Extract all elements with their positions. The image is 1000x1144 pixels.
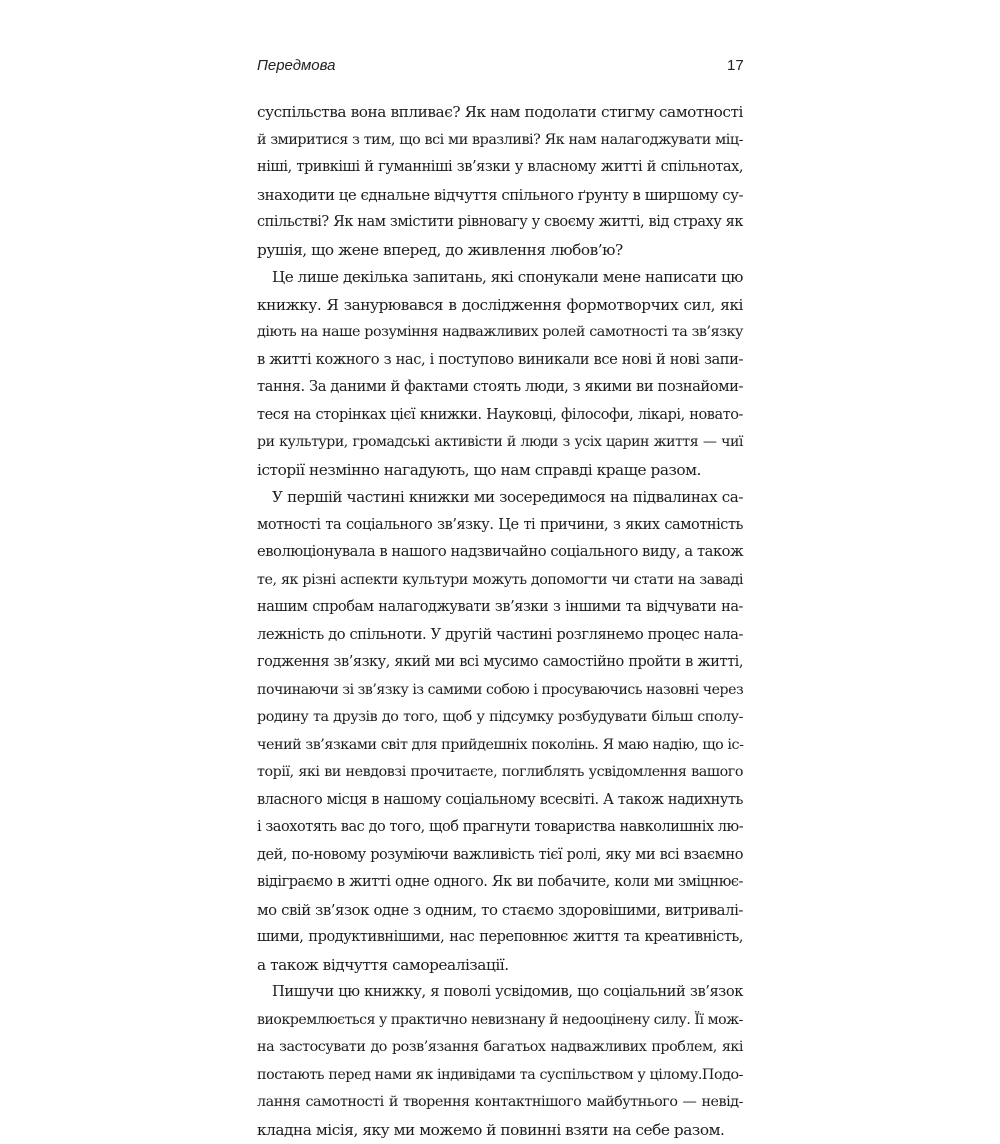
text-line: постають перед нами як індивідами та суспільством у цілому.Подо- bbox=[257, 1066, 743, 1083]
text-line: а також відчуття самореалізації. bbox=[257, 955, 509, 974]
text-line: чений зв’язками світ для прийдешніх поколінь. Я маю надію, що іс- bbox=[257, 736, 744, 753]
text-line: дей, по-новому розуміючи важливість тієї ролі, яку ми всі взаємно bbox=[257, 846, 743, 863]
text-line: спільстві? Як нам змістити рівновагу у своєму житті, від страху як bbox=[257, 214, 743, 230]
text-line: на застосувати до розв’язання багатьох надважливих проблем, які bbox=[257, 1039, 743, 1055]
text-line: еволюціонувала в нашого надзвичайно соціального виду, а також bbox=[257, 543, 744, 560]
text-line: нашим спробам налагоджувати зв’язки з іншими та відчувати на- bbox=[257, 599, 743, 615]
text-line: суспільства вона впливає? Як нам подолати стигму самотності bbox=[257, 103, 743, 121]
text-line: мотності та соціального зв’язку. Це ті причини, з яких самотність bbox=[257, 516, 743, 533]
text-line: відіграємо в житті одне одного. Як ви побачите, коли ми зміцнює- bbox=[257, 874, 743, 890]
text-line: мо свій зв’язок одне з одним, то стаємо здоровішими, витривалі- bbox=[257, 900, 743, 919]
text-line: виокремлюється у практично невизнану й недооцінену силу. Її мож- bbox=[257, 1011, 743, 1028]
text-line: шими, продуктивнішими, нас переповнює життя та креативність, bbox=[257, 929, 743, 945]
text-line: в житті кожного з нас, і поступово виникали все нові й нові запи- bbox=[257, 350, 743, 368]
text-line: Пишучи цю книжку, я поволі усвідомив, що соціальний зв’язок bbox=[272, 983, 743, 1000]
text-line: і заохотять вас до того, щоб прагнути товариства навколишніх лю- bbox=[257, 819, 744, 835]
text-line: діють на наше розуміння надважливих ролей самотності та зв’язку bbox=[257, 324, 743, 340]
text-line: починаючи зі зв’язку із самими собою і просуваючись назовні через bbox=[257, 681, 744, 698]
text-line: годження зв’язку, який ми всі мусимо самостійно пройти в житті, bbox=[257, 654, 743, 670]
text-line: й змиритися з тим, що всі ми вразливі? Як нам налагоджувати міц- bbox=[257, 131, 743, 148]
text-line: знаходити це єднальне відчуття спільного ґрунту в ширшому су- bbox=[257, 185, 744, 204]
page-number: 17 bbox=[727, 57, 744, 74]
text-line: торії, які ви невдовзі прочитаєте, поглиблять усвідомлення вашого bbox=[257, 764, 743, 780]
text-line: книжку. Я занурювався в дослідження формотворчих сил, які bbox=[257, 295, 743, 314]
text-line: історії незмінно нагадують, що нам справді краще разом. bbox=[257, 460, 702, 479]
text-line: рушія, що жене вперед, до живлення любов’ю? bbox=[257, 240, 623, 259]
text-line: власного місця в нашому соціальному всесвіті. А також надихнуть bbox=[257, 791, 743, 808]
text-line: ніші, тривкіші й гуманніші зв’язки у власному житті й спільнотах, bbox=[257, 159, 743, 175]
text-line: кладна місія, яку ми можемо й повинні взяти на себе разом. bbox=[257, 1120, 725, 1139]
text-line: теся на сторінках цієї книжки. Науковці, філософи, лікарі, новато- bbox=[257, 406, 743, 423]
text-line: лежність до спільноти. У другій частині розглянемо процес нала- bbox=[257, 625, 743, 643]
text-line: те, як різні аспекти культури можуть допомогти чи стати на заваді bbox=[257, 571, 743, 588]
text-line: родину та друзів до того, щоб у підсумку розбудувати більш сполу- bbox=[257, 709, 743, 725]
text-line: ри культури, громадські активісти й люди з усіх царин життя — чиї bbox=[257, 434, 743, 450]
text-line: Це лише декілька запитань, які спонукали мене написати цю bbox=[272, 268, 743, 286]
text-line: У першій частині книжки ми зосередимося на підвалинах са- bbox=[272, 488, 743, 506]
running-head: Передмова bbox=[257, 57, 336, 74]
text-line: лання самотності й творення контактнішого майбутнього — невід- bbox=[257, 1094, 743, 1110]
text-line: тання. За даними й фактами стоять люди, з якими ви познайоми- bbox=[257, 378, 743, 395]
